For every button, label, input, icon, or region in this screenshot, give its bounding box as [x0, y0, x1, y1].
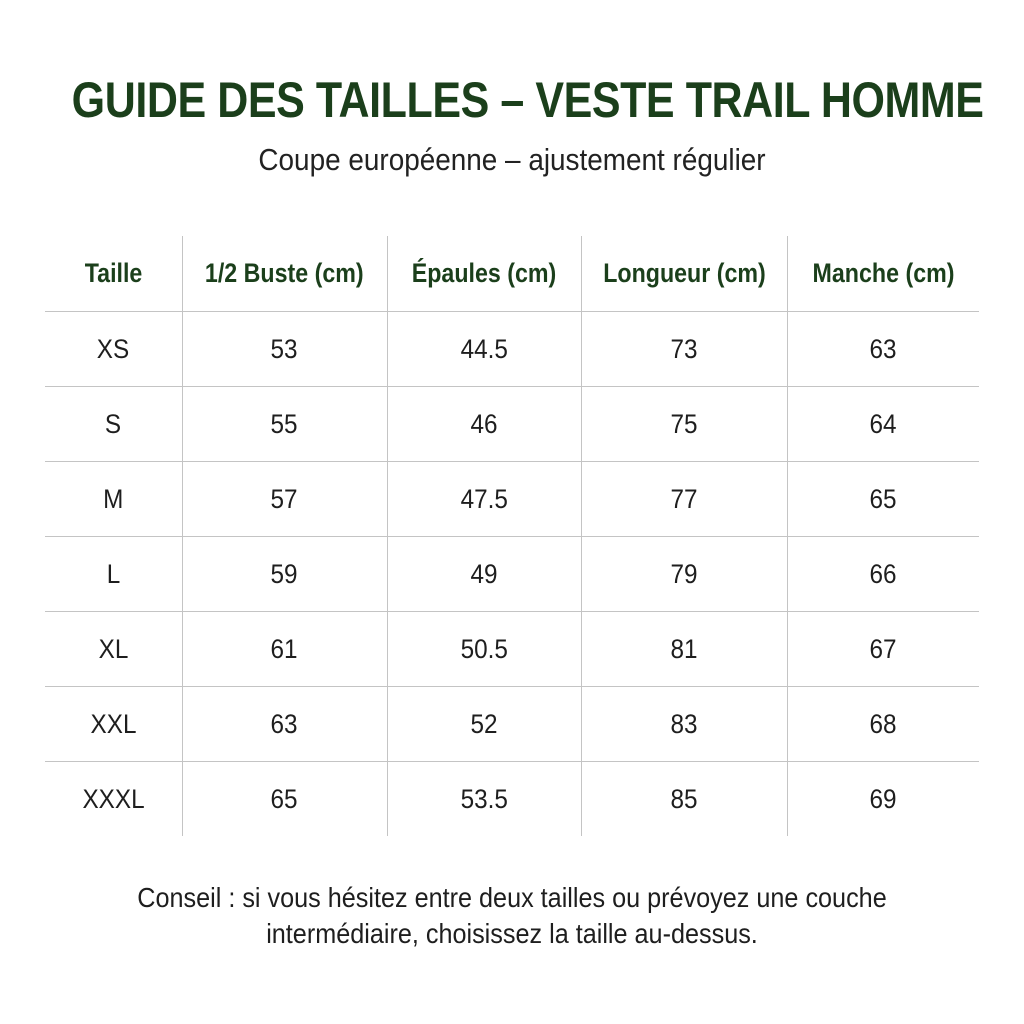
- shoulders-cell: 46: [387, 387, 581, 462]
- column-header-half-chest: 1/2 Buste (cm): [182, 236, 387, 312]
- shoulders-cell: 49: [387, 537, 581, 612]
- sleeve-cell: 63: [787, 312, 979, 387]
- shoulders-cell: 47.5: [387, 462, 581, 537]
- table-row: [45, 612, 979, 687]
- size-cell: L: [45, 537, 182, 612]
- table-row: [45, 537, 979, 612]
- length-cell: 81: [581, 612, 787, 687]
- table-row: [45, 687, 979, 762]
- size-cell: XL: [45, 612, 182, 687]
- half-chest-cell: 65: [182, 762, 387, 837]
- shoulders-cell: 44.5: [387, 312, 581, 387]
- length-cell: 79: [581, 537, 787, 612]
- sleeve-cell: 67: [787, 612, 979, 687]
- column-header-size: Taille: [45, 236, 182, 312]
- advice-line-2: intermédiaire, choisissez la taille au-dessus.: [266, 918, 758, 949]
- size-cell: S: [45, 387, 182, 462]
- shoulders-cell: 50.5: [387, 612, 581, 687]
- length-cell: 83: [581, 687, 787, 762]
- half-chest-cell: 63: [182, 687, 387, 762]
- half-chest-cell: 57: [182, 462, 387, 537]
- page-subtitle: Coupe européenne – ajustement régulier: [258, 142, 766, 177]
- table-row: [45, 312, 979, 387]
- advice-line-1: Conseil : si vous hésitez entre deux tailles ou prévoyez une couche: [137, 882, 887, 913]
- table-row: [45, 762, 979, 837]
- half-chest-cell: 61: [182, 612, 387, 687]
- table-row: [45, 387, 979, 462]
- length-cell: 73: [581, 312, 787, 387]
- size-cell: M: [45, 462, 182, 537]
- size-cell: XXL: [45, 687, 182, 762]
- shoulders-cell: 53.5: [387, 762, 581, 837]
- length-cell: 77: [581, 462, 787, 537]
- column-header-length: Longueur (cm): [581, 236, 787, 312]
- length-cell: 75: [581, 387, 787, 462]
- sleeve-cell: 66: [787, 537, 979, 612]
- column-header-sleeve: Manche (cm): [787, 236, 979, 312]
- length-cell: 85: [581, 762, 787, 837]
- half-chest-cell: 55: [182, 387, 387, 462]
- size-cell: XS: [45, 312, 182, 387]
- sleeve-cell: 64: [787, 387, 979, 462]
- size-cell: XXXL: [82, 783, 145, 814]
- half-chest-cell: 53: [182, 312, 387, 387]
- size-table: [45, 236, 979, 836]
- advice-note: [0, 880, 1024, 952]
- page-title: GUIDE DES TAILLES – VESTE TRAIL HOMME: [71, 72, 984, 128]
- half-chest-cell: 59: [182, 537, 387, 612]
- table-row: [45, 462, 979, 537]
- sleeve-cell: 69: [787, 762, 979, 837]
- sleeve-cell: 68: [787, 687, 979, 762]
- column-header-shoulders: Épaules (cm): [387, 236, 581, 312]
- shoulders-cell: 52: [387, 687, 581, 762]
- sleeve-cell: 65: [787, 462, 979, 537]
- table-header-row: [45, 236, 979, 312]
